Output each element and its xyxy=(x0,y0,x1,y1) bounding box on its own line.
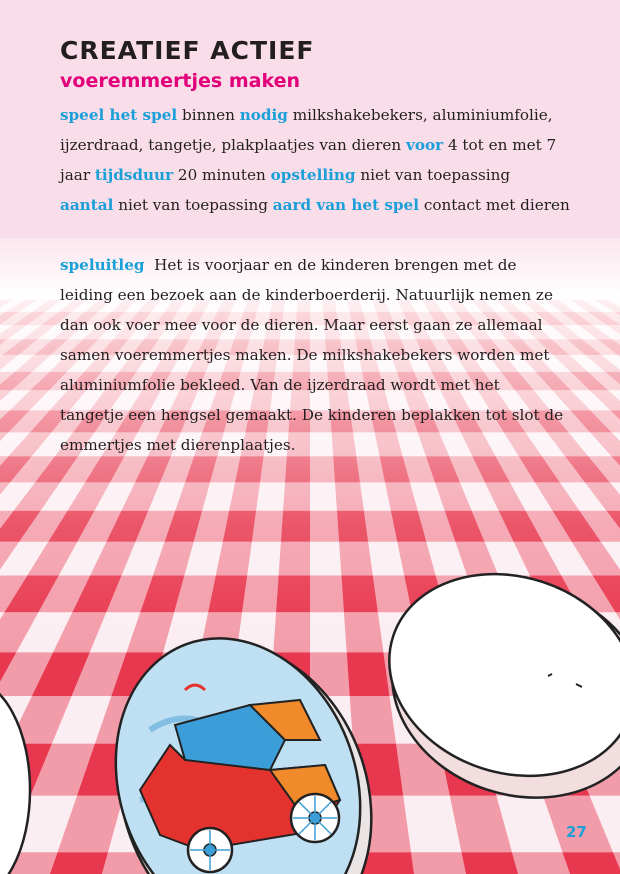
label-aard-van-het-spel: aard van het spel xyxy=(272,196,419,214)
label-aantal: aantal xyxy=(60,196,114,214)
page-title: CREATIEF ACTIEF xyxy=(60,36,315,65)
value-nodig: milkshakebekers, aluminiumfolie, ijzerdraad, tangetje, plakplaatjes van dieren xyxy=(60,106,553,154)
value-speel-het-spel: binnen xyxy=(182,106,235,124)
explanation-text: Het is voorjaar en de kinderen brengen met de leiding een bezoek aan de kinderboerderij. Natuurlijk nemen ze dan ook voer mee voor de dieren. Maar eerst gaan ze allemaal samen voeremmertjes maken. De milkshakebekers worden met aluminiumfolie bekleed. Van de ijzerdraad wordt met het tangetje een hengsel gemaakt. De kinderen beplakken tot slot de emmertjes met dierenplaatjes. xyxy=(60,256,564,454)
value-aantal: niet van toepassing xyxy=(118,196,268,214)
value-tijdsduur: 20 minuten xyxy=(177,166,266,184)
value-opstelling: niet van toepassing xyxy=(360,166,511,184)
label-voor: voor xyxy=(406,136,444,154)
page-number: 27 xyxy=(566,823,587,841)
game-info xyxy=(60,100,570,220)
label-tijdsduur: tijdsduur xyxy=(94,166,174,184)
value-aard-van-het-spel: contact met dieren xyxy=(423,196,570,214)
game-explanation xyxy=(60,250,565,460)
value-voor: 4 tot en met 7 jaar xyxy=(60,136,557,184)
label-nodig: nodig xyxy=(239,106,288,124)
label-opstelling: opstelling xyxy=(270,166,356,184)
label-speel-het-spel: speel het spel xyxy=(60,106,178,124)
label-speluitleg: speluitleg xyxy=(60,256,145,274)
page-subtitle: voeremmertjes maken xyxy=(60,70,300,92)
